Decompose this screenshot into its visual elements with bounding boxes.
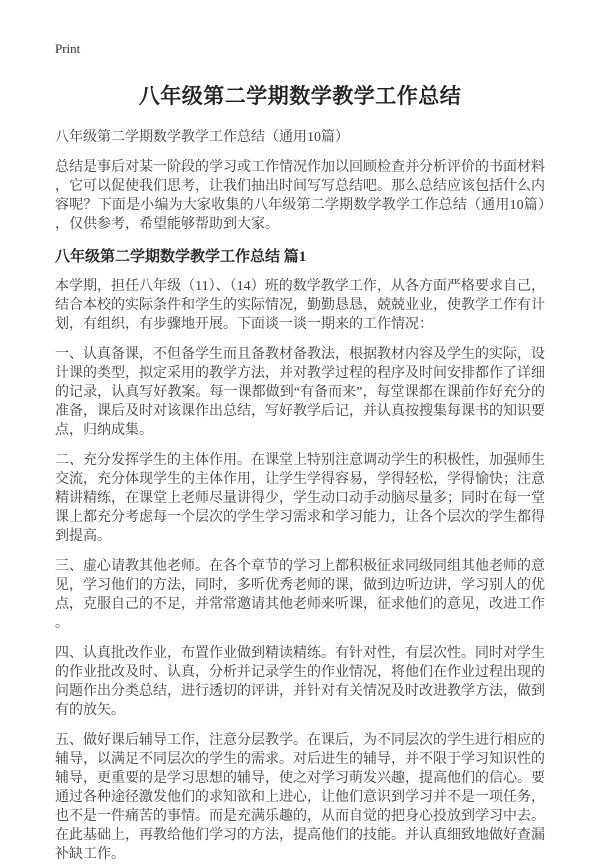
intro-paragraph: 总结是事后对某一阶段的学习或工作情况作加以回顾检查并分析评价的书面材料，它可以促使我们思考，让我们抽出时间写写总结吧。那么总结应该包括什么内容呢？下面是小编为大家收集的八年级第二学期数学教学工作总结（通用10篇），仅供参考，希望能够帮助到大家。 [55, 160, 545, 232]
print-link[interactable]: Print [55, 41, 81, 56]
paragraph-point-3-learn-from-teachers: 三、虚心请教其他老师。在各个章节的学习上都积极征求同级同组其他老师的意见，学习他们的方法，同时，多听优秀老师的课，做到边听边讲，学习别人的优点，克服自己的不足，并常常邀请其他老师来听课，征求他们的意见，改进工作。 [55, 559, 545, 631]
doc-subtitle: 八年级第二学期数学教学工作总结（通用10篇） [55, 130, 349, 145]
paragraph-point-2-student-role: 二、充分发挥学生的主体作用。在课堂上特别注意调动学生的积极性，加强师生交流，充分体现学生的主体作用，让学生学得容易，学得轻松，学得愉快；注意精讲精练，在课堂上老师尽量讲得少，学生动口动手动脑尽量多；同时在每一堂课上都充分考虑每一个层次的学生学习需求和学习能力，让各个层次的学生都得到提高。 [55, 453, 545, 544]
paragraph-point-5-after-class-tutoring: 五、做好课后辅导工作，注意分层教学。在课后，为不同层次的学生进行相应的辅导，以满足不同层次的学生的需求。对后进生的辅导，并不限于学习知识性的辅导，更重要的是学习思想的辅导，使之对学习萌发兴趣，提高他们的信心。要通过各种途径激发他们的求知欲和上进心，让他们意识到学习并不是一项任务，也不是一件痛苦的事情。而是充满乐趣的，从而自觉的把身心投放到学习中去。在此基础上，再教给他们学习的方法，提高他们的技能。并认真细致地做好查漏补缺工作。 [55, 733, 545, 862]
page-title: 八年级第二学期数学教学工作总结 [138, 84, 462, 108]
paragraph-point-4-homework-grading: 四、认真批改作业，布置作业做到精读精练。有针对性，有层次性。同时对学生的作业批改及时、认真，分析并记录学生的作业情况，将他们在作业过程出现的问题作出分类总结，进行透切的评讲，并针对有关情况及时改进教学方法，做到有的放矢。 [55, 646, 545, 718]
paragraph-overview: 本学期，担任八年级（11）、（14）班的数学教学工作，从各方面严格要求自己，结合本校的实际条件和学生的实际情况，勤勤恳恳，兢兢业业，使教学工作有计划，有组织，有步骤地开展。下面谈一谈一期来的工作情况： [55, 279, 545, 332]
section-heading-part1: 八年级第二学期数学教学工作总结 篇1 [55, 249, 307, 265]
paragraph-point-1-lesson-prep: 一、认真备课，不但备学生而且备教材备教法，根据教材内容及学生的实际，设计课的类型，拟定采用的教学方法，并对教学过程的程序及时间安排都作了详细的记录，认真写好教案。每一课都做到“有备而来”，每堂课都在课前作好充分的准备，课后及时对该课作出总结，写好教学后记，并认真按搜集每课书的知识要点，归纳成集。 [55, 347, 545, 438]
